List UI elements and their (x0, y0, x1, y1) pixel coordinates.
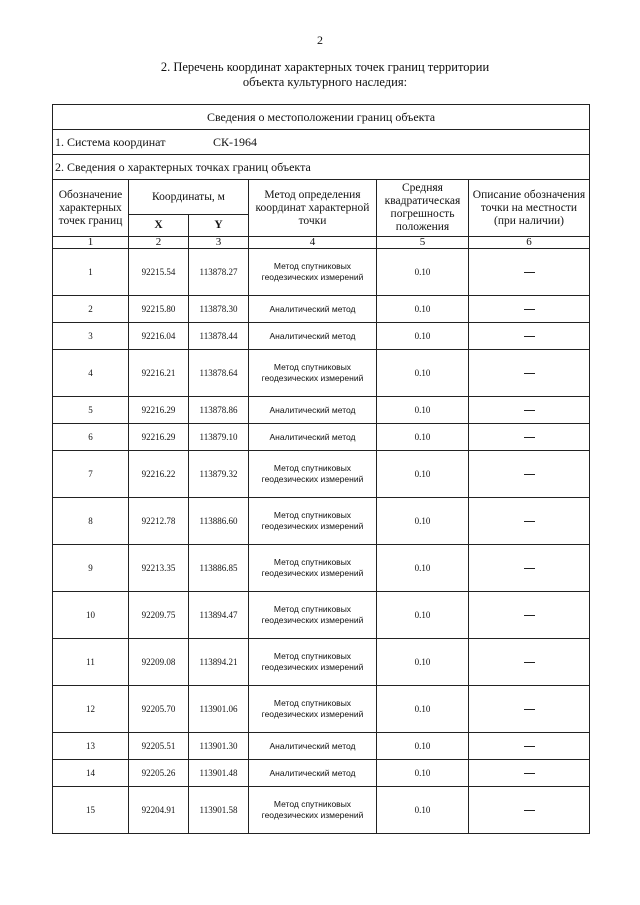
point-x: 92216.22 (129, 451, 189, 498)
coord-system-value: СК-1964 (213, 134, 258, 149)
page-number: 2 (317, 33, 323, 47)
column-number: 3 (189, 237, 249, 249)
point-y: 113878.27 (189, 249, 249, 296)
table-row (53, 296, 590, 323)
point-y: 113886.85 (189, 545, 249, 592)
point-y: 113901.30 (189, 733, 249, 760)
point-description (469, 733, 590, 760)
point-y: 113878.30 (189, 296, 249, 323)
empty-dash (524, 662, 535, 663)
table-row (53, 545, 590, 592)
point-number: 12 (53, 686, 129, 733)
point-number: 2 (53, 296, 129, 323)
header-description: Описание обозначения точки на местности (при наличии) (469, 180, 590, 237)
table-row (53, 733, 590, 760)
point-number: 11 (53, 639, 129, 686)
point-description (469, 592, 590, 639)
table-row (53, 323, 590, 350)
point-number: 4 (53, 350, 129, 397)
point-description (469, 545, 590, 592)
empty-dash (524, 336, 535, 337)
point-description (469, 451, 590, 498)
point-y: 113901.06 (189, 686, 249, 733)
point-method: Метод спутниковых геодезических измерений (249, 592, 377, 639)
point-method: Метод спутниковых геодезических измерений (249, 639, 377, 686)
point-y: 113894.47 (189, 592, 249, 639)
table-row (53, 498, 590, 545)
point-number: 6 (53, 424, 129, 451)
point-x: 92213.35 (129, 545, 189, 592)
column-number: 2 (129, 237, 189, 249)
table-row (53, 249, 590, 296)
point-method: Аналитический метод (249, 397, 377, 424)
point-y: 113879.10 (189, 424, 249, 451)
point-error: 0.10 (377, 498, 469, 545)
table-row (53, 350, 590, 397)
point-error: 0.10 (377, 424, 469, 451)
point-x: 92216.21 (129, 350, 189, 397)
coordinates-table (52, 104, 590, 834)
coord-system-label: 1. Система координат (55, 134, 166, 149)
point-y: 113901.48 (189, 760, 249, 787)
point-method: Метод спутниковых геодезических измерений (249, 451, 377, 498)
header-designation: Обозначение характерных точек границ (53, 180, 129, 237)
point-error: 0.10 (377, 350, 469, 397)
point-description (469, 397, 590, 424)
empty-dash (524, 568, 535, 569)
coord-system-row (53, 130, 590, 155)
point-y: 113886.60 (189, 498, 249, 545)
header-method: Метод определения координат характерной точки (249, 180, 377, 237)
document-heading (120, 60, 530, 90)
point-method: Метод спутниковых геодезических измерений (249, 350, 377, 397)
column-number: 5 (377, 237, 469, 249)
point-description (469, 424, 590, 451)
point-description (469, 296, 590, 323)
point-method: Аналитический метод (249, 760, 377, 787)
point-x: 92205.70 (129, 686, 189, 733)
empty-dash (524, 309, 535, 310)
point-number: 1 (53, 249, 129, 296)
point-number: 7 (53, 451, 129, 498)
empty-dash (524, 474, 535, 475)
point-description (469, 760, 590, 787)
point-y: 113878.64 (189, 350, 249, 397)
point-method: Метод спутниковых геодезических измерений (249, 686, 377, 733)
point-error: 0.10 (377, 592, 469, 639)
empty-dash (524, 437, 535, 438)
point-y: 113878.44 (189, 323, 249, 350)
point-method: Метод спутниковых геодезических измерений (249, 249, 377, 296)
column-number: 6 (469, 237, 590, 249)
point-error: 0.10 (377, 733, 469, 760)
header-x: X (129, 215, 189, 237)
point-method: Аналитический метод (249, 296, 377, 323)
table-row (53, 451, 590, 498)
column-number: 4 (249, 237, 377, 249)
point-x: 92209.75 (129, 592, 189, 639)
point-error: 0.10 (377, 639, 469, 686)
point-number: 5 (53, 397, 129, 424)
point-number: 8 (53, 498, 129, 545)
point-method: Аналитический метод (249, 323, 377, 350)
point-y: 113878.86 (189, 397, 249, 424)
point-y: 113894.21 (189, 639, 249, 686)
point-method: Метод спутниковых геодезических измерений (249, 545, 377, 592)
table-row (53, 424, 590, 451)
point-error: 0.10 (377, 296, 469, 323)
table-row (53, 760, 590, 787)
point-number: 14 (53, 760, 129, 787)
point-number: 10 (53, 592, 129, 639)
point-x: 92216.29 (129, 424, 189, 451)
heading-line-1: 2. Перечень координат характерных точек границ территории (160, 60, 490, 74)
empty-dash (524, 615, 535, 616)
header-y: Y (189, 215, 249, 237)
point-error: 0.10 (377, 397, 469, 424)
point-x: 92212.78 (129, 498, 189, 545)
table-row (53, 397, 590, 424)
point-number: 9 (53, 545, 129, 592)
point-error: 0.10 (377, 249, 469, 296)
point-error: 0.10 (377, 787, 469, 834)
point-x: 92205.51 (129, 733, 189, 760)
point-error: 0.10 (377, 686, 469, 733)
empty-dash (524, 410, 535, 411)
point-method: Аналитический метод (249, 733, 377, 760)
point-number: 3 (53, 323, 129, 350)
empty-dash (524, 521, 535, 522)
empty-dash (524, 373, 535, 374)
heading-line-2: объекта культурного наследия: (242, 75, 408, 89)
point-description (469, 249, 590, 296)
empty-dash (524, 709, 535, 710)
point-method: Метод спутниковых геодезических измерений (249, 787, 377, 834)
point-number: 13 (53, 733, 129, 760)
point-x: 92216.29 (129, 397, 189, 424)
column-number: 1 (53, 237, 129, 249)
section-title: Сведения о местоположении границ объекта (53, 105, 590, 130)
table-row (53, 686, 590, 733)
point-description (469, 787, 590, 834)
point-x: 92216.04 (129, 323, 189, 350)
table-row (53, 639, 590, 686)
point-method: Аналитический метод (249, 424, 377, 451)
table-row (53, 592, 590, 639)
point-number: 15 (53, 787, 129, 834)
empty-dash (524, 746, 535, 747)
point-x: 92205.26 (129, 760, 189, 787)
point-error: 0.10 (377, 323, 469, 350)
point-y: 113879.32 (189, 451, 249, 498)
point-description (469, 323, 590, 350)
table-row (53, 787, 590, 834)
empty-dash (524, 773, 535, 774)
point-error: 0.10 (377, 545, 469, 592)
point-x: 92209.08 (129, 639, 189, 686)
point-x: 92204.91 (129, 787, 189, 834)
points-section-title: 2. Сведения о характерных точках границ объекта (53, 155, 590, 180)
empty-dash (524, 810, 535, 811)
point-description (469, 350, 590, 397)
point-error: 0.10 (377, 760, 469, 787)
point-error: 0.10 (377, 451, 469, 498)
empty-dash (524, 272, 535, 273)
header-error: Средняя квадратическая погрешность положения (377, 180, 469, 237)
point-method: Метод спутниковых геодезических измерений (249, 498, 377, 545)
point-y: 113901.58 (189, 787, 249, 834)
point-description (469, 498, 590, 545)
point-description (469, 686, 590, 733)
point-description (469, 639, 590, 686)
point-x: 92215.54 (129, 249, 189, 296)
header-coordinates: Координаты, м (129, 180, 249, 215)
point-x: 92215.80 (129, 296, 189, 323)
